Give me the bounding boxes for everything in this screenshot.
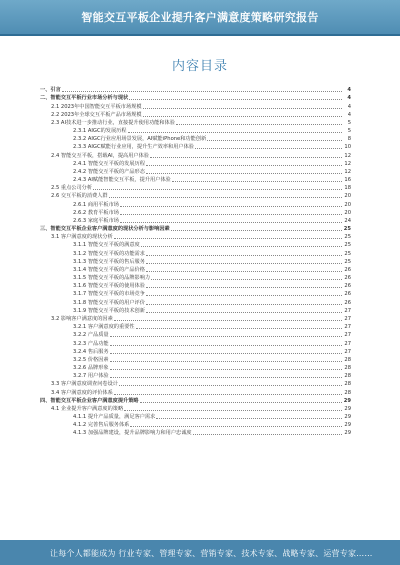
toc-entry-label: 3.1.8 智能交互平板的用户评价 <box>73 299 145 306</box>
toc-entry-page: 27 <box>344 348 351 355</box>
toc-entry-label: 3.1.3 智能交互平板的售后服务 <box>73 258 145 265</box>
toc-entry-label: 2.4 智能交互平板，搭载AI，提高用户体验 <box>51 152 149 159</box>
toc-leader-dots <box>143 108 342 109</box>
toc-entry-page: 4 <box>347 95 351 102</box>
toc-entry-page: 25 <box>344 234 351 241</box>
toc-entry[interactable] <box>40 184 351 192</box>
toc-entry-page: 12 <box>344 160 351 167</box>
toc-entry-page: 25 <box>344 258 351 265</box>
toc-entry[interactable] <box>40 298 351 306</box>
toc-entry-page: 29 <box>343 397 351 404</box>
toc-entry-page: 28 <box>344 381 351 388</box>
toc-entry-label: 3.1.9 智能交互平板的技术创新 <box>73 307 145 314</box>
toc-entry-label: 3.1.4 智能交互平板的产品价格 <box>73 266 145 273</box>
toc-entry-page: 4 <box>347 111 351 118</box>
toc-entry-label: 3.1.1 智能交互平板的满意度 <box>73 242 140 249</box>
toc-entry-page: 24 <box>344 217 351 224</box>
toc-leader-dots <box>207 140 342 141</box>
toc-entry-label: 一、引言 <box>40 87 61 94</box>
toc-entry-label: 3.1.5 智能交互平板的品牌影响力 <box>73 275 151 282</box>
toc-entry-page: 5 <box>347 128 351 135</box>
toc-leader-dots <box>110 353 342 354</box>
toc-entry-label: 3.1.2 智能交互平板的功能需求 <box>73 250 145 257</box>
toc-leader-dots <box>110 369 342 370</box>
toc-leader-dots <box>156 418 342 419</box>
toc-leader-dots <box>109 197 342 198</box>
toc-leader-dots <box>114 238 342 239</box>
toc-entry-page: 26 <box>344 275 351 282</box>
toc-leader-dots <box>143 116 342 117</box>
toc-entry[interactable] <box>40 421 351 429</box>
toc-heading: 内容目录 <box>171 59 228 74</box>
toc-entry[interactable] <box>40 282 351 290</box>
toc-entry-label: 4.1.3 加强品牌建设，提升品牌影响力和用户忠诚度 <box>73 430 192 437</box>
toc-entry[interactable] <box>40 225 351 233</box>
toc-entry-label: 2.4.2 智能交互平板的产品形态 <box>73 168 145 175</box>
toc-entry-label: 4.1.2 完善售后服务体系 <box>73 422 130 429</box>
toc-entry-label: 2.6.2 教育平板市场 <box>73 209 119 216</box>
toc-entry[interactable] <box>40 380 351 388</box>
toc-entry[interactable] <box>40 233 351 241</box>
toc-entry-label: 四、智能交互平板企业客户满意度提升策略 <box>40 397 139 404</box>
toc-entry-label: 3.4 客户满意度的评价体系 <box>51 389 113 396</box>
toc-entry-label: 2.3.2 AIGC行业应用场景发展，AI赋能iPhone和功能创新 <box>73 136 207 143</box>
toc-entry-label: 3.1.6 智能交互平板的使用体验 <box>73 283 145 290</box>
toc-leader-dots <box>120 222 342 223</box>
toc-entry[interactable] <box>40 102 351 110</box>
toc-entry[interactable] <box>40 364 351 372</box>
toc-entry[interactable] <box>40 176 351 184</box>
toc-entry-label: 2.4.3 AI赋能智能交互平板，提升用户体验 <box>73 177 171 184</box>
toc-entry-label: 3.2.4 售后服务 <box>73 348 109 355</box>
toc-entry-label: 2.1 2023年中国智能交互平板市场规模 <box>51 103 142 110</box>
toc-entry-page: 5 <box>347 119 351 126</box>
toc-entry[interactable] <box>40 339 351 347</box>
toc-leader-dots <box>130 426 342 427</box>
toc-entry[interactable] <box>40 274 351 282</box>
toc-entry[interactable] <box>40 119 351 127</box>
toc-leader-dots <box>146 312 342 313</box>
toc-entry-page: 29 <box>344 422 351 429</box>
toc-entry-label: 2.4.1 智能交互平板的发展历程 <box>73 160 145 167</box>
toc-entry[interactable] <box>40 143 351 151</box>
toc-entry-label: 2.6.3 家庭平板市场 <box>73 217 119 224</box>
toc-entry[interactable] <box>40 160 351 168</box>
toc-leader-dots <box>146 271 342 272</box>
toc-entry[interactable] <box>40 127 351 135</box>
toc-entry-page: 16 <box>344 177 351 184</box>
toc-leader-dots <box>110 345 342 346</box>
toc-entry-label: 3.1.7 智能交互平板的市场竞争 <box>73 291 145 298</box>
toc-entry-label: 3.1 客户满意度的现状分析 <box>51 234 113 241</box>
toc-entry-label: 3.2.3 产品功能 <box>73 340 109 347</box>
toc-entry-page: 12 <box>344 152 351 159</box>
toc-leader-dots <box>114 394 342 395</box>
toc-entry[interactable] <box>40 209 351 217</box>
header-divider <box>0 34 400 36</box>
toc-leader-dots <box>140 402 342 403</box>
toc-leader-dots <box>146 173 342 174</box>
toc-leader-dots <box>128 132 342 133</box>
toc-entry-page: 8 <box>347 136 351 143</box>
toc-entry[interactable] <box>40 135 351 143</box>
toc-leader-dots <box>110 361 342 362</box>
toc-leader-dots <box>110 377 342 378</box>
toc-leader-dots <box>146 295 342 296</box>
toc-leader-dots <box>146 255 342 256</box>
toc-entry[interactable] <box>40 388 351 396</box>
toc-entry[interactable] <box>40 249 351 257</box>
toc-entry-page: 20 <box>344 209 351 216</box>
toc-leader-dots <box>129 99 342 100</box>
toc-entry[interactable] <box>40 307 351 315</box>
toc-entry[interactable] <box>40 429 351 437</box>
toc-entry-label: 3.2 影响客户满意度的因素 <box>51 315 113 322</box>
toc-entry-page: 4 <box>347 103 351 110</box>
toc-entry[interactable] <box>40 192 351 200</box>
toc-leader-dots <box>141 246 342 247</box>
toc-entry[interactable] <box>40 315 351 323</box>
toc-entry-page: 25 <box>344 242 351 249</box>
toc-leader-dots <box>136 328 342 329</box>
toc-entry-label: 4.1 企业提升客户满意度的策略 <box>51 405 124 412</box>
toc-entry[interactable] <box>40 413 351 421</box>
toc-entry-page: 27 <box>344 324 351 331</box>
toc-entry-label: 二、智能交互平板行业市场分析与现状 <box>40 95 129 102</box>
toc-entry-page: 26 <box>344 266 351 273</box>
toc-leader-dots <box>171 230 342 231</box>
toc-entry-label: 2.3.3 AIGC赋能行业应用，提升生产效率和用户体验 <box>73 144 194 151</box>
toc-entry[interactable] <box>40 168 351 176</box>
toc-entry[interactable] <box>40 356 351 364</box>
table-of-contents <box>40 86 351 437</box>
toc-entry-page: 18 <box>344 185 351 192</box>
report-title: 智能交互平板企业提升客户满意度策略研究报告 <box>81 11 319 24</box>
toc-leader-dots <box>93 189 342 190</box>
toc-leader-dots <box>120 214 342 215</box>
toc-entry-page: 12 <box>344 168 351 175</box>
toc-entry[interactable] <box>40 405 351 413</box>
toc-entry[interactable] <box>40 323 351 331</box>
toc-entry[interactable] <box>40 111 351 119</box>
toc-leader-dots <box>114 320 342 321</box>
toc-entry-label: 2.6 交互平板的消费人群 <box>51 193 108 200</box>
toc-leader-dots <box>146 263 342 264</box>
toc-entry-page: 26 <box>344 283 351 290</box>
toc-entry-label: 2.3 AI技术进一步推动行业，直接提升使用功能和体验 <box>51 119 175 126</box>
toc-entry-page: 29 <box>344 405 351 412</box>
toc-leader-dots <box>151 279 342 280</box>
toc-leader-dots <box>110 336 342 337</box>
toc-leader-dots <box>193 434 342 435</box>
toc-entry[interactable] <box>40 94 351 102</box>
toc-entry-label: 3.3 客户满意度调查问卷设计 <box>51 381 118 388</box>
footer-slogan: 让每个人都能成为 行业专家、管理专家、营销专家、技术专家、战略专家、运营专家…… <box>50 549 373 558</box>
toc-leader-dots <box>172 181 342 182</box>
toc-entry-label: 2.3.1 AIGC的发展历程 <box>73 128 127 135</box>
toc-entry[interactable] <box>40 397 351 405</box>
toc-entry-label: 3.2.7 用户体验 <box>73 373 109 380</box>
toc-leader-dots <box>146 165 342 166</box>
toc-entry-page: 28 <box>344 389 351 396</box>
toc-entry[interactable] <box>40 86 351 94</box>
toc-entry-page: 25 <box>344 250 351 257</box>
toc-entry-page: 27 <box>344 332 351 339</box>
toc-entry[interactable] <box>40 151 351 159</box>
toc-leader-dots <box>146 287 342 288</box>
toc-entry[interactable] <box>40 217 351 225</box>
toc-entry[interactable] <box>40 290 351 298</box>
toc-entry-label: 三、智能交互平板企业客户满意度的现状分析与影响因素 <box>40 226 170 233</box>
toc-leader-dots <box>120 206 342 207</box>
toc-entry-page: 29 <box>344 414 351 421</box>
toc-entry-label: 3.2.6 品牌形象 <box>73 365 109 372</box>
toc-entry-page: 27 <box>344 307 351 314</box>
toc-entry-label: 2.5 重点公司分析 <box>51 185 93 192</box>
toc-leader-dots <box>62 91 342 92</box>
toc-leader-dots <box>176 124 342 125</box>
toc-entry[interactable] <box>40 258 351 266</box>
toc-entry-label: 3.2.1 客户满意度的重要性 <box>73 324 135 331</box>
toc-entry-page: 10 <box>344 144 351 151</box>
toc-entry-page: 27 <box>344 340 351 347</box>
toc-leader-dots <box>195 148 342 149</box>
toc-entry-page: 26 <box>344 299 351 306</box>
toc-entry[interactable] <box>40 348 351 356</box>
toc-entry[interactable] <box>40 200 351 208</box>
toc-entry-page: 25 <box>343 226 351 233</box>
toc-leader-dots <box>150 157 342 158</box>
toc-entry-page: 4 <box>347 87 351 94</box>
toc-leader-dots <box>124 410 342 411</box>
toc-entry-label: 2.2 2023年全球交互平板产品市场规模 <box>51 111 142 118</box>
toc-entry[interactable] <box>40 331 351 339</box>
toc-entry-label: 3.2.2 产品质量 <box>73 332 109 339</box>
toc-entry-label: 3.2.5 价格因素 <box>73 356 109 363</box>
toc-entry-page: 27 <box>344 315 351 322</box>
toc-entry-page: 26 <box>344 291 351 298</box>
toc-entry-page: 20 <box>344 201 351 208</box>
toc-entry[interactable] <box>40 372 351 380</box>
toc-entry-page: 28 <box>344 356 351 363</box>
toc-entry-page: 28 <box>344 373 351 380</box>
toc-entry-label: 2.6.1 商用平板市场 <box>73 201 119 208</box>
toc-leader-dots <box>146 304 342 305</box>
toc-entry-page: 28 <box>344 365 351 372</box>
toc-entry[interactable] <box>40 241 351 249</box>
toc-entry-label: 4.1.1 提升产品质量，满足客户需求 <box>73 414 156 421</box>
toc-entry[interactable] <box>40 266 351 274</box>
toc-leader-dots <box>119 385 342 386</box>
toc-entry-page: 29 <box>344 430 351 437</box>
toc-entry-page: 20 <box>344 193 351 200</box>
